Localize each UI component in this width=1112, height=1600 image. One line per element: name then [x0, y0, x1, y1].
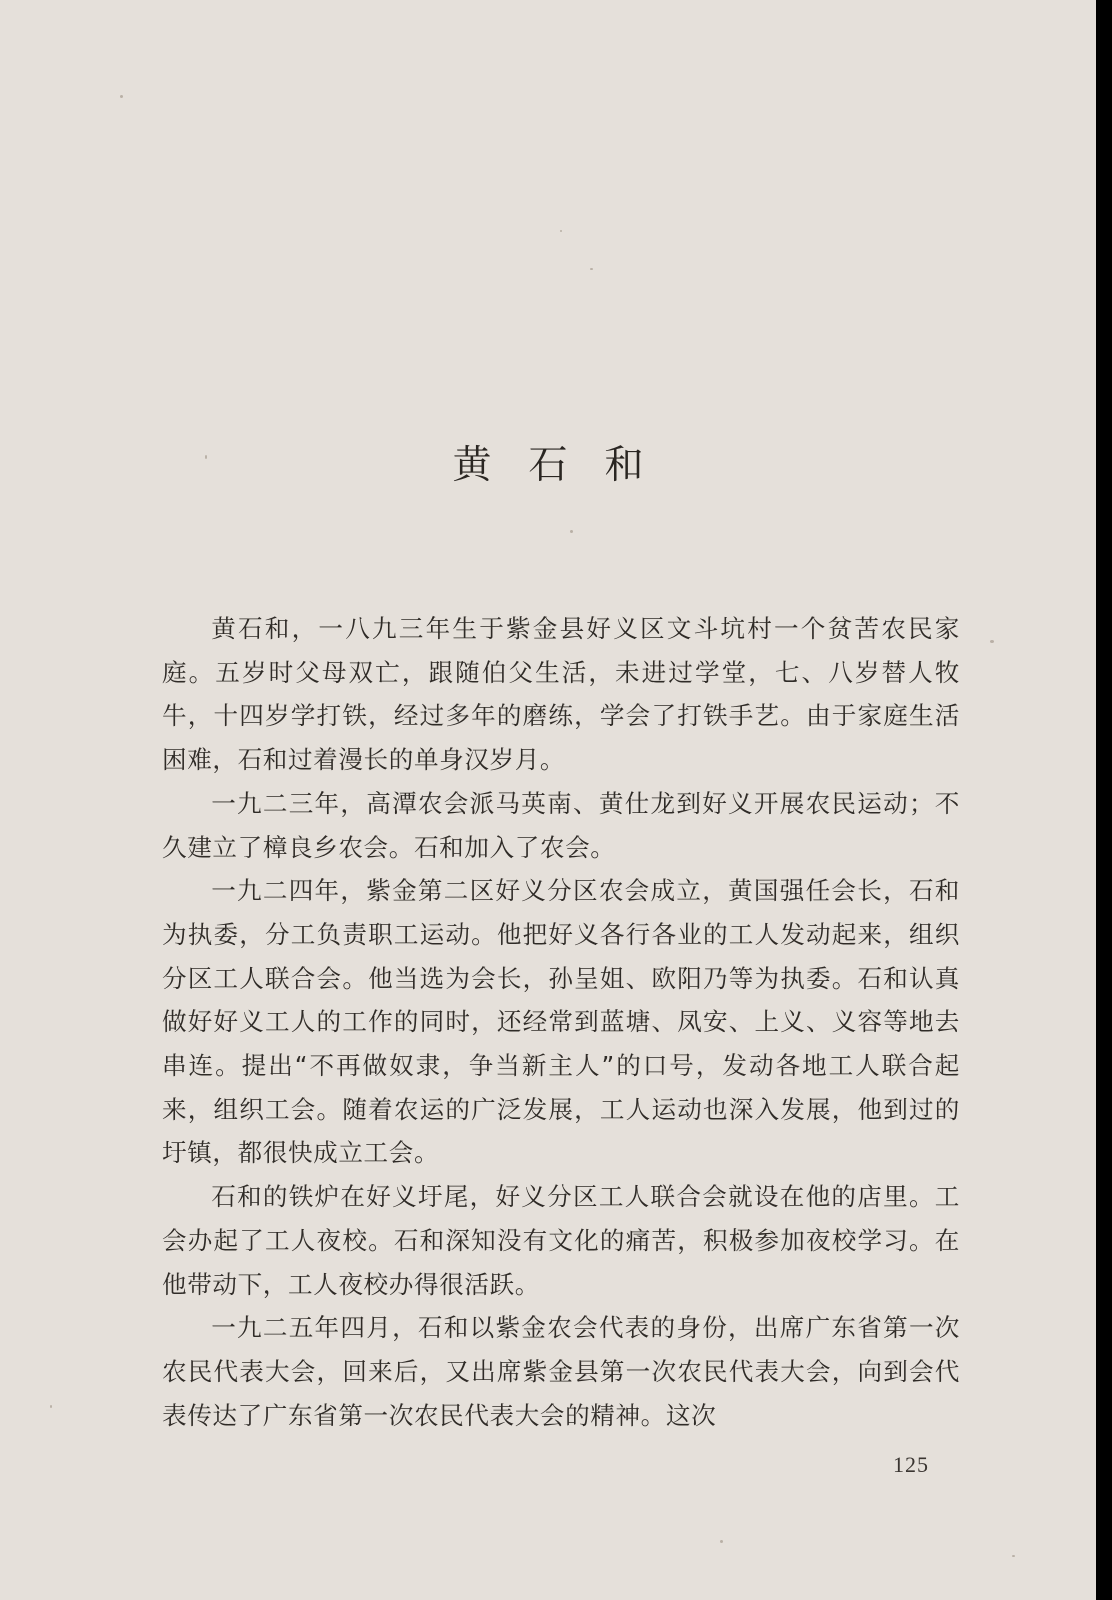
paper-speck: [1012, 1555, 1015, 1557]
paragraph: 石和的铁炉在好义圩尾，好义分区工人联合会就设在他的店里。工会办起了工人夜校。石和深知没有文化的痛苦，积极参加夜校学习。在他带动下，工人夜校办得很活跃。: [162, 1182, 960, 1299]
paper-speck: [990, 640, 994, 643]
paper-speck: [720, 1540, 723, 1543]
paragraph: 一九二五年四月，石和以紫金农会代表的身份，出席广东省第一次农民代表大会，回来后，又出席紫金县第一次农民代表大会，向到会代表传达了广东省第一次农民代表大会的精神。这次: [162, 1313, 960, 1430]
paragraph: 黄石和，一八九三年生于紫金县好义区文斗坑村一个贫苦农民家庭。五岁时父母双亡，跟随伯父生活，未进过学堂，七、八岁替人牧牛，十四岁学打铁，经过多年的磨练，学会了打铁手艺。由于家庭生活困难，石和过着漫长的单身汉岁月。: [162, 614, 960, 775]
scan-edge: [1096, 0, 1112, 1600]
chapter-title: 黄石和: [452, 443, 681, 488]
paragraph: 一九二四年，紫金第二区好义分区农会成立，黄国强任会长，石和为执委，分工负责职工运动。他把好义各行各业的工人发动起来，组织分区工人联合会。他当选为会长，孙呈姐、欧阳乃等为执委。石和认真做好好义工人的工作的同时，还经常到蓝塘、凤安、上义、义容等地去串连。提出“不再做奴隶，争当新主人”的口号，发动各地工人联合起来，组织工会。随着农运的广泛发展，工人运动也深入发展，他到过的圩镇，都很快成立工会。: [162, 876, 960, 1168]
paper-speck: [560, 230, 562, 232]
page-number: 125: [893, 1452, 929, 1477]
body-text: [162, 607, 960, 1437]
paper-speck: [590, 268, 593, 270]
paper-speck: [570, 530, 573, 533]
paper-speck: [120, 95, 123, 98]
paragraph: 一九二三年，高潭农会派马英南、黄仕龙到好义开展农民运动；不久建立了樟良乡农会。石和加入了农会。: [162, 788, 960, 862]
paper-speck: [50, 1405, 52, 1408]
